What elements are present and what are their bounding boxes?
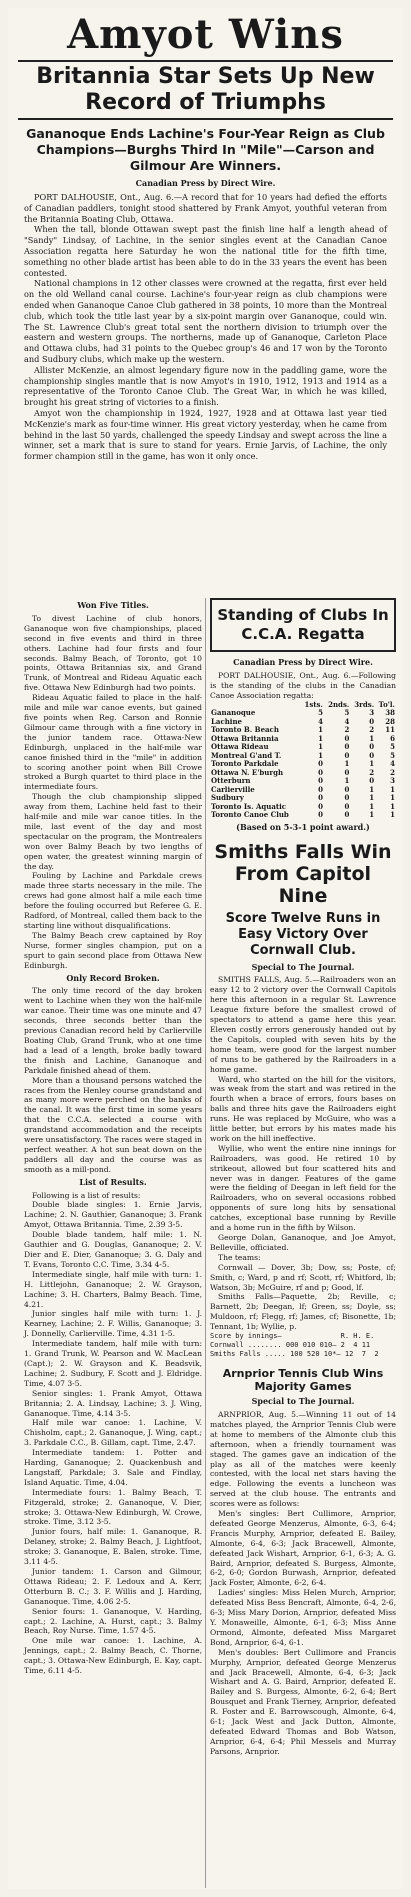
points-cell: 3 [390, 776, 395, 786]
points-cell: 0 [318, 793, 323, 803]
paragraph: Allister McKenzie, an almost legendary figure now in the paddling game, wore the championship singles mantle that is now Amyot's in 1910, 1912, 1913 and 1914 as a representative of the Toronto Canoe Club. The Great War, in which he was killed, brought his great string of victories to a finish. [24, 364, 387, 408]
subhead: Britannia Star Sets Up New Record of Triumphs [36, 64, 375, 115]
paragraph: When the tall, blonde Ottawan swept past the finish line half a length ahead of "Sandy" Lindsay, of Lachine, in the senior singles event at the Canadian Canoe Association regatta here Saturday he won the national title for the fifth time, something no other blade artist has been able to do in the 33 years the event has been contested. [24, 224, 387, 278]
result-line: Following is a list of results: [32, 1190, 141, 1200]
headline: Amyot Wins [67, 11, 344, 58]
score-header: Score by innings— R. H. E. [210, 1332, 375, 1341]
points-cell: 0 [318, 801, 323, 811]
standings-intro: PORT DALHOUSIE, Ont., Aug. 6.—Following is the standing of the clubs in the Canadian Canoe Association regatta: [210, 670, 396, 700]
score-row: Smiths Falls ..... 100 520 10*— 12 7 2 [210, 1350, 379, 1359]
paragraph: Men's doubles: Bert Cullimore and Francis Murphy, Arnprior, defeated George Menzerus and Jack Bracewell, Almonte, 6-4, 6-3; Jack Wishart and A. G. Baird, Arnprior, defeated E. Bailey and S. Burgess, Almonte, 6-2, 6-4; Bert Bousquet and Frank Tierney, Arnprior, defeated R. Foster and E. Barrowscough, Almonte, 6-4, 6-1; Jack West and Jack Dutton, Almonte, defeated Edward Thomas and Bob Watson, Arnprior, 6-4, 6-4; Phil Messels and Murray Parsons, Arnprior. [210, 1647, 396, 1756]
result-line: Intermediate tandem, half mile with turn: 1. Grand Trunk, W. Pearson and W. MacLean (Capt.); 2. W. Grayson and K. Beadsvik, Lachine; 2. Sudbury, F. Scott and J. Eldridge. Time, 4.07 3-5. [24, 1339, 202, 1388]
points-cell: 0 [369, 742, 375, 752]
smiths-deck: Score Twelve Runs in Easy Victory Over Cornwall Club. [225, 910, 381, 958]
standings-table [210, 701, 396, 820]
points-cell: 0 [318, 759, 323, 769]
points-cell: 38 [385, 708, 395, 718]
points-cell: 28 [385, 716, 395, 726]
points-cell: 0 [344, 801, 350, 811]
result-line: Intermediate fours: 1. Balmy Beach, T. Fitzgerald, stroke; 2. Gananoque, V. Dier, stroke; 3. Ottawa-New Edinburgh, W. Crowe, stroke. Time, 3.12 3-5. [24, 1487, 202, 1527]
paragraph: National champions in 12 other classes were crowned at the regatta, first ever held on the old Welland canal course. Lachine's four-year reign as club champions were ended when Gananoque Canoe Club gathered in 38 points, 10 more than the Montreal club, which took the title last year by a six-point margin over Gananoque, could win. The St. Lawrence Club's great total sent the northern division to triumph over the eastern and western groups. The northerns, made up of Gananoque, Carleton Place and Ottawa clubs, had 31 points to the Quebec group's 46 and 17 won by the Toronto and Sudbury clubs, which make up the western. [24, 278, 387, 364]
points-cell: 1 [369, 784, 375, 794]
club-name-cell: Ottawa N. E'burgh [211, 767, 284, 777]
paragraph: Though the club championship slipped away from them, Lachine held fast to their half-mile and mile war canoe titles. In the mile, last event of the day and most spectacular on the program, the Montrealers won over Balmy Beach by two lengths of open water, the greatest winning margin of the day. [24, 792, 202, 871]
table-row [210, 811, 396, 820]
points-cell: 0 [344, 784, 350, 794]
points-cell: 1 [369, 793, 375, 803]
paragraph: Rideau Aquatic failed to place in the half-mile and mile war canoe events, but gained five points when Reg. Carson and Ronnie Gilmour came through with a fine victory in the junior tandem race. Ottawa-New Edinburgh, unplaced in the half-mile war canoe finished third in the "mile" in addition to scoring another point when Bill Crowe stroked a Burgh quartet to third place in the intermediate fours. [24, 693, 202, 792]
result-line: Half mile war canoe: 1. Lachine, V. Chisholm, capt.; 2. Gananoque, J. Wing, capt.; 3. Parkdale C.C., B. Gillam, capt. Time, 2.47. [24, 1418, 202, 1448]
result-line: Senior fours: 1. Gananoque, V. Harding, capt.; 2. Lachine, A. Hurst, capt.; 3. Balmy Beach, Roy Nurse. Time, 1.57 4-5. [24, 1606, 202, 1636]
points-cell: 5 [390, 750, 395, 760]
points-cell: 0 [369, 716, 375, 726]
result-line: Junior tandem: 1. Carson and Gilmour, Ottawa Rideau; 2. F. Ledoux and A. Kerr, Otterburn B. C.; 3. F. Willis and J. Harding, Gananoque. Time, 4.06 2-5. [24, 1567, 202, 1606]
clipping [8, 8, 403, 1889]
points-cell: 1 [369, 801, 375, 811]
result-line: Intermediate tandem: 1. Potter and Harding, Gananoque; 2. Quackenbush and Langstaff, Parkdale; 3. Sale and Findlay, Island Aquatic. Time, 4.04. [24, 1448, 202, 1487]
lead-story [24, 192, 387, 462]
club-name-cell: Toronto Parkdale [211, 759, 279, 769]
points-cell: 2 [369, 725, 375, 735]
divider [18, 118, 393, 120]
result-line: One mile war canoe: 1. Lachine, A. Jennings, capt.; 2. Balmy Beach, C. Thorne, capt.; 3. Ottawa-New Edinburgh, E. Kay, capt. Time, 6.11 4-5. [24, 1636, 202, 1676]
paragraph: The only time record of the day broken went to Lachine when they won the half-mile war canoe. Their time was one minute and 47 seconds, three seconds better than the previous Canadian record held by Carlierville Boating Club, Grand Trunk, who at one time had a lead of a length, broke badly toward the finish and Lachine, Gananoque and Parkdale finished ahead of them. [24, 986, 202, 1075]
paragraph: Men's singles: Bert Cullimore, Arnprior, defeated George Menzerus, Almonte, 6-3, 6-4; Francis Murphy, Arnprior, defeated E. Bailey, Almonte, 6-4, 6-3; Jack Bracewell, Almonte, defeated Jack Wishart, Arnprior, 6-1, 6-3; A. G. Baird, Arnprior, defeated S. Burgess, Almonte, 6-2, 6-0; Gordon Burwash, Arnprior, defeated Jack Foster, Almonte, 6-2, 6-4. [210, 1509, 396, 1588]
paragraph: More than a thousand persons watched the races from the Henley course grandstand and as many more were perched on the banks of the canal. It was the first time in some years that the C.C.A. selected a course with grandstand accommodation and the receipts were unsatisfactory. The races were staged in perfect weather. A hot sun beat down on the paddlers all day and the course was as smooth as a mill-pond. [24, 1075, 202, 1174]
points-cell: 0 [318, 784, 323, 794]
points-cell: 0 [344, 742, 350, 752]
paragraph: PORT DALHOUSIE, Ont., Aug. 6.—A record that for 10 years had defied the efforts of Canadian paddlers, tonight stood shattered by Frank Amyot, youthful veteran from the Britannia Boating Club, Ottawa. [24, 192, 387, 224]
points-cell: 1 [318, 750, 323, 760]
paragraph: Cornwall — Dover, 3b; Dow, ss; Poste, cf; Smith, c; Ward, p and rf; Scott, rf; Whitford, lb; Watson, 3b; McGuire, rf and p; Good, lf. [210, 1262, 396, 1292]
section-subhead: Only Record Broken. [66, 972, 160, 983]
points-cell: 4 [390, 759, 395, 769]
points-cell: 4 [318, 716, 323, 726]
score-row: Cornwall ........ 000 010 010— 2 4 11 [210, 1341, 371, 1350]
points-cell: 1 [369, 733, 375, 743]
result-line: Junior fours, half mile: 1. Gananoque, R. Delaney, stroke; 2. Balmy Beach, J. Lightfoot, stroke; 3. Gananoque, E. Balen, stroke. Time, 3.11 4-5. [24, 1527, 202, 1567]
paragraph: SMITHS FALLS, Aug. 5.—Railroaders won an easy 12 to 2 victory over the Cornwall Capitols here this afternoon in a regular St. Lawrence League fixture before the smallest crowd of spectators to attend a game here this year. Eleven costly errors generously handed out by the Capitols, coupled with seven hits by the home team, were good for the largest number of runs to be gathered by the Railroaders in a home game. [210, 975, 396, 1074]
club-name-cell: Montreal G'and T. [211, 750, 282, 760]
points-cell: 1 [390, 793, 395, 803]
points-cell: 1 [390, 801, 395, 811]
divider [18, 60, 393, 62]
points-cell: 0 [369, 750, 375, 760]
paragraph: The Balmy Beach crew captained by Roy Nurse, former singles champion, put on a spurt to gain second place from Ottawa New Edinburgh. [24, 930, 202, 970]
paragraph: Ladies' singles: Miss Helen Murch, Arnprior, defeated Miss Bess Bencraft, Almonte, 6-4, 2-6, 6-3; Miss Mary Dorion, Arnprior, defeated Miss Y. Monaweille, Almonte, 6-1, 6-3; Miss Anne Ormond, Almonte, defeated Miss Margaret Bond, Arnprior, 6-4, 6-1. [210, 1588, 396, 1647]
smiths-byline: Special to The Journal. [251, 961, 355, 972]
points-cell: 0 [344, 767, 350, 777]
points-cell: 6 [390, 733, 395, 743]
club-name-cell: Gananoque [211, 708, 256, 718]
result-line: Double blade tandem, half mile: 1. N. Gauthier and G. Douglas, Gananoque; 2. V. Dier and E. Dier, Gananoque; 3. G. Daly and T. Evans, Toronto C.C. Time, 3.34 4-5. [24, 1230, 202, 1269]
section-subhead: Won Five Titles. [77, 600, 149, 610]
standings-byline: Canadian Press by Direct Wire. [233, 657, 373, 667]
paragraph: Smiths Falls—Paquette, 2b; Reville, c; Barnett, 2b; Deegan, lf; Green, ss; Doyle, ss; Muldoon, rf; Flegg, rf; James, cf; Bisonette, 1b; Tennant, 1b; Wyllie, p. [210, 1292, 396, 1332]
column-header: To'l. [378, 699, 395, 709]
points-cell: 1 [344, 759, 350, 769]
section-subhead: List of Results. [79, 1176, 147, 1187]
result-line: Senior singles: 1. Frank Amyot, Ottawa Britannia; 2. A. Lindsay, Lachine; 3. J. Wing, Gananoque. Time, 4.14 3-5. [24, 1388, 202, 1418]
points-cell: 1 [344, 776, 350, 786]
points-cell: 2 [344, 725, 350, 735]
points-cell: 2 [390, 767, 395, 777]
club-name-cell: Toronto Is. Aquatic [211, 801, 287, 811]
club-name-cell: Toronto B. Beach [211, 725, 279, 735]
points-cell: 0 [318, 776, 323, 786]
points-cell: 0 [344, 750, 350, 760]
smiths-headline: Smiths Falls Win From Capitol Nine [214, 840, 392, 907]
paragraph: Amyot won the championship in 1924, 1927, 1928 and at Ottawa last year tied McKenzie's mark as four-time winner. His great victory yesterday, when he came from behind in the last 50 yards, challenged the speedy Lindsay and swept across the line a winner, set a mark that is sure to stand for years. Ernie Jarvis, of Lachine, the only former champion still in the game, has won it only once. [24, 407, 387, 462]
box-score [210, 1332, 396, 1359]
tennis-headline: Arnprior Tennis Club Wins Majority Games [222, 1367, 384, 1394]
points-cell: 1 [390, 784, 395, 794]
club-name-cell: Ottawa Britannia [211, 733, 279, 743]
column-divider [205, 598, 206, 1888]
column-header: 2nds. [328, 699, 350, 709]
club-name-cell: Lachine [211, 716, 243, 726]
points-cell: 1 [318, 725, 323, 735]
paragraph: Ward, who started on the hill for the visitors, was weak from the start and was retired in the fourth when a brace of errors, fours bases on balls and three hits gave the Railroaders eight runs. He was replaced by McGuire, who was a little better, but errors by his mates made his work on the hill ineffective. [210, 1074, 396, 1143]
standings-title: Standing of Clubs In C.C.A. Regatta [210, 598, 396, 652]
points-cell: 0 [344, 793, 350, 803]
points-cell: 5 [344, 708, 350, 718]
club-name-cell: Carlierville [211, 784, 255, 794]
result-line: Double blade singles: 1. Ernie Jarvis, Lachine; 2. N. Gauthier, Gananoque; 3. Frank Amyot, Ottawa Britannia. Time, 2.39 3-5. [24, 1200, 202, 1230]
points-cell: 0 [344, 733, 350, 743]
byline: Canadian Press by Direct Wire. [135, 178, 276, 188]
points-cell: 0 [318, 767, 323, 777]
result-line: Intermediate single, half mile with turn: 1. H. Littlejohn, Gananoque; 2. W. Grayson, Lachine; 3. H. Charters, Balmy Beach. Time, 4.21. [24, 1269, 202, 1309]
left-column [24, 598, 202, 1676]
result-line: Junior singles half mile with turn: 1. J. Kearney, Lachine; 2. F. Willis, Gananoque; 3. J. Donnelly, Carlierville. Time, 4.31 1-5. [24, 1309, 202, 1339]
points-cell: 5 [390, 742, 395, 752]
club-name-cell: Ottawa Rideau [211, 742, 269, 752]
points-cell: 1 [369, 810, 375, 820]
points-cell: 1 [390, 810, 395, 820]
points-cell: 1 [369, 759, 375, 769]
paragraph: The teams: [218, 1252, 261, 1262]
standings-footnote: (Based on 5-3-1 point award.) [236, 821, 370, 832]
column-header: 3rds. [354, 699, 375, 709]
points-cell: 1 [318, 733, 323, 743]
points-cell: 0 [318, 810, 323, 820]
points-cell: 1 [318, 742, 323, 752]
points-cell: 3 [369, 708, 375, 718]
points-cell: 0 [369, 776, 375, 786]
points-cell: 0 [344, 810, 350, 820]
points-cell: 2 [369, 767, 375, 777]
paragraph: Fouling by Lachine and Parkdale crews made three starts necessary in the mile. The crews had gone almost half a mile each time before the fouling occurred but Referee G. E. Radford, of Montreal, called them back to the starting line without disqualifications. [24, 871, 202, 930]
points-cell: 11 [385, 725, 395, 735]
column-header: 1sts. [304, 699, 323, 709]
paragraph: To divest Lachine of club honors, Gananoque won five championships, placed second in five events and third in three others. Lachine had four firsts and four seconds. Balmy Beach, of Toronto, got 10 points, Ottawa Britannias six, and Grand Trunk, of Montreal and Rideau Aquatic each five. Ottawa New Edinburgh had two points. [24, 613, 202, 693]
tennis-byline: Special to The Journal. [251, 1396, 355, 1407]
points-cell: 4 [344, 716, 350, 726]
paragraph: ARNPRIOR, Aug. 5.—Winning 11 out of 14 matches played, the Arnprior Tennis Club were at home to members of the Almonte club this afternoon, when a friendly tournament was staged. The games gave an indication of the play as all of the matches were keenly contested, with the local net stars having the edge. Following the events a luncheon was served at the club house. The entrants and scores were as follows: [210, 1409, 396, 1509]
paragraph: George Dolan, Gananoque, and Joe Amyot, Belleville, officiated. [210, 1233, 396, 1252]
club-name-cell: Otterburn [211, 776, 251, 786]
paragraph: Wyllie, who went the entire nine innings for Railroaders, was good. He retired 10 by strikeout, allowed but four scattered hits and never was in danger. Features of the game were the fielding of Deegan in left field for the Railroaders, who on several occasions robbed opponents of sure long hits by sensational catches, exceptional base running by Reville and a home run in the fifth by Wilson. [210, 1143, 396, 1233]
deck: Gananoque Ends Lachine's Four-Year Reign as Club Champions—Burghs Third In "Mile"—Carson and Gilmour Are Winners. [26, 126, 385, 173]
club-name-cell: Toronto Canoe Club [211, 810, 289, 820]
points-cell: 5 [318, 708, 323, 718]
right-column [210, 598, 396, 1757]
club-name-cell: Sudbury [211, 793, 244, 803]
